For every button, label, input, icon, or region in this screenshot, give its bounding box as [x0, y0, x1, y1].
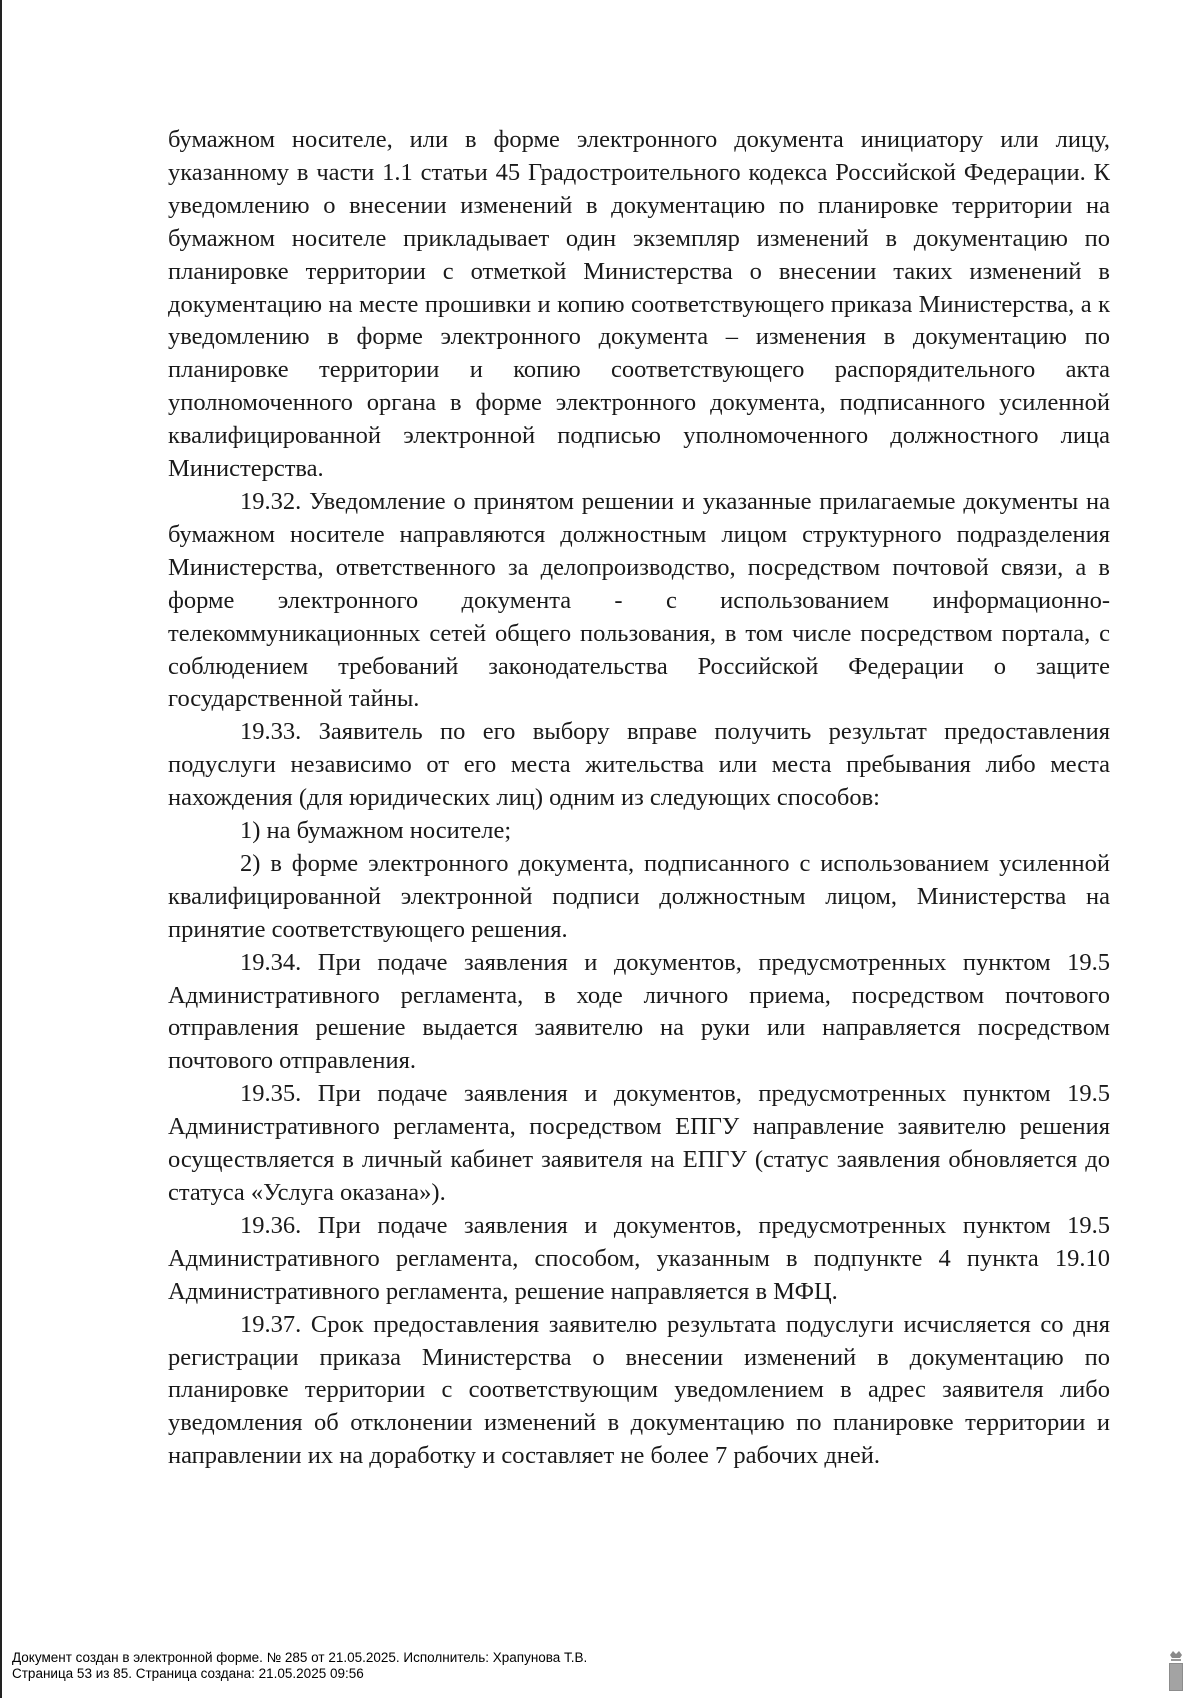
scan-edge-line [0, 0, 2, 1698]
paragraph-19-37: 19.37. Срок предоставления заявителю результата подуслуги исчисляется со дня регистрации приказа Министерства о внесении изменений в документацию по планировке территории с соответствующим уведомлением в адрес заявителя либо уведомления об отклонении изменений в документацию по планировке территории и направлении их на доработку и составляет не более 7 рабочих дней. [168, 1310, 1110, 1470]
document-body [168, 124, 1110, 1473]
coat-of-arms-icon [1166, 1649, 1186, 1693]
document-footer [12, 1650, 587, 1681]
list-item-1: 1) на бумажном носителе; [240, 817, 512, 845]
footer-line-page-info: Страница 53 из 85. Страница создана: 21.05.2025 09:56 [12, 1665, 364, 1681]
paragraph-19-35: 19.35. При подаче заявления и документов, предусмотренных пунктом 19.5 Административного регламента, посредством ЕПГУ направление заявителю решения осуществляется в личный кабинет заявителя на ЕПГУ (статус заявления обновляется до статуса «Услуга оказана»). [168, 1080, 1110, 1206]
paragraph-19-33: 19.33. Заявитель по его выбору вправе получить результат предоставления подуслуги независимо от его места жительства или места пребывания либо места нахождения (для юридических лиц) одним из следующих способов: [168, 718, 1110, 812]
paragraph-19-36: 19.36. При подаче заявления и документов, предусмотренных пунктом 19.5 Административного регламента, способом, указанным в подпункте 4 пункта 19.10 Административного регламента, решение направляется в МФЦ. [168, 1211, 1110, 1305]
list-item-2: 2) в форме электронного документа, подписанного с использованием усиленной квалифицированной электронной подписи должностным лицом, Министерства на принятие соответствующего решения. [168, 849, 1110, 943]
paragraph-19-32: 19.32. Уведомление о принятом решении и указанные прилагаемые документы на бумажном носителе направляются должностным лицом структурного подразделения Министерства, ответственного за делопроизводство, посредством почтовой связи, а в форме электронного документа - с использованием информационно-телекоммуникационных сетей общего пользования, в том числе посредством портала, с соблюдением требований законодательства Российской Федерации о защите государственной тайны. [168, 487, 1110, 713]
paragraph-19-34: 19.34. При подаче заявления и документов, предусмотренных пунктом 19.5 Административного регламента, в ходе личного приема, посредством почтового отправления решение выдается заявителю на руки или направляется посредством почтового отправления. [168, 948, 1110, 1075]
footer-line-document-info: Документ создан в электронной форме. № 285 от 21.05.2025. Исполнитель: Храпунова Т.В. [12, 1650, 588, 1665]
paragraph-continuation: бумажном носителе, или в форме электронного документа инициатору или лицу, указанному в части 1.1 статьи 45 Градостроительного кодекса Российской Федерации. К уведомлению о внесении изменений в документацию по планировке территории на бумажном носителе прикладывает один экземпляр изменений в документацию по планировке территории с отметкой Министерства о внесении таких изменений в документацию на месте прошивки и копию соответствующего приказа Министерства, а к уведомлению в форме электронного документа – изменения в документацию по планировке территории и копию соответствующего распорядительного акта уполномоченного органа в форме электронного документа, подписанного усиленной квалифицированной электронной подписью уполномоченного должностного лица Министерства. [168, 126, 1110, 483]
